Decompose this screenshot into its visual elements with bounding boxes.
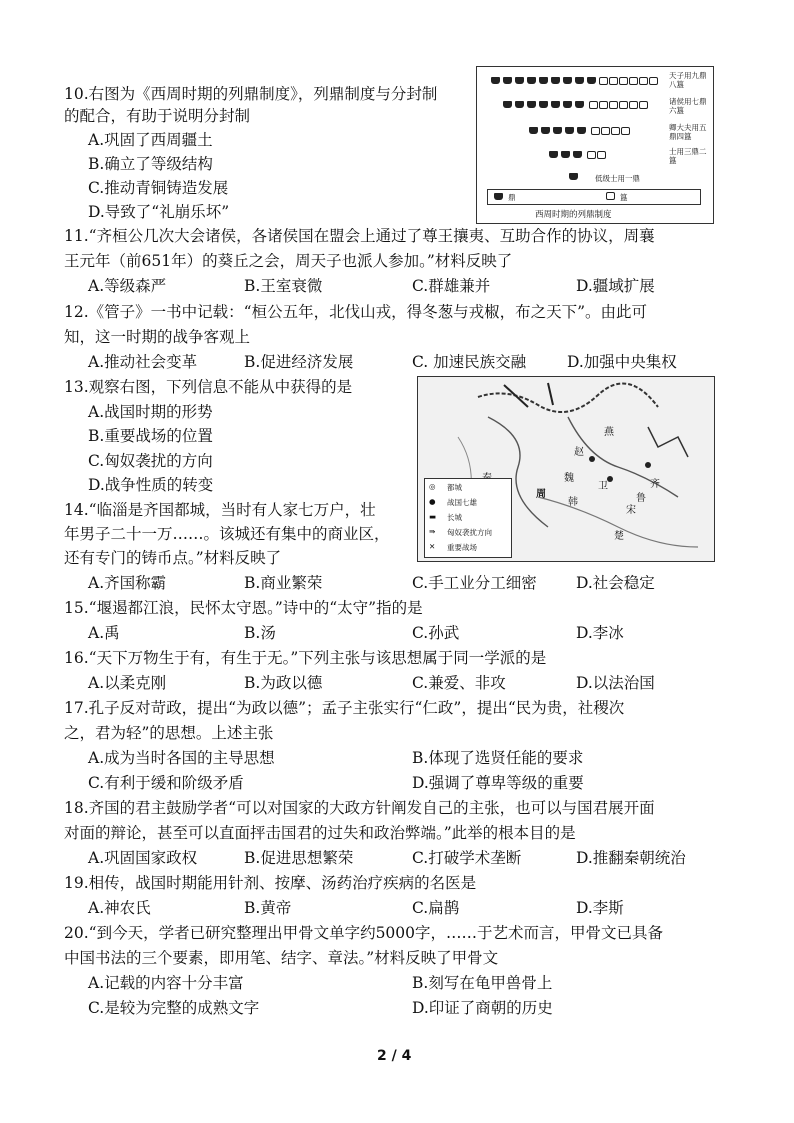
- q14-option-c: C.手工业分工细密: [412, 574, 537, 592]
- map-label-lu: 鲁: [636, 493, 646, 504]
- ding-row-5: [569, 171, 589, 185]
- level-5-label: 低级士用一鼎: [595, 174, 640, 183]
- q10-option-b: B.确立了等级结构: [88, 155, 213, 173]
- q16-option-d: D.以法治国: [576, 674, 655, 692]
- q11-stem-line1: 11.“齐桓公几次大会诸侯，各诸侯国在盟会上通过了尊王攘夷、互助合作的协议，周襄: [64, 227, 655, 245]
- q18-stem-line2: 对面的辩论，甚至可以直面抨击国君的过失和政治弊端。”此举的根本目的是: [64, 824, 576, 842]
- liding-caption: 西周时期的列鼎制度: [535, 210, 612, 220]
- q15-option-a: A.禹: [88, 624, 120, 642]
- q17-option-b: B.体现了选贤任能的要求: [412, 749, 584, 767]
- level-2-label: 诸侯用七鼎六簋: [669, 97, 707, 115]
- q11-option-a: A.等级森严: [88, 277, 167, 295]
- q14-stem-line2: 年男子二十一万……。该城还有集中的商业区，: [64, 525, 390, 543]
- q19-option-b: B.黄帝: [244, 899, 292, 917]
- q19-option-a: A.神农氏: [88, 899, 151, 917]
- q15-option-d: D.李冰: [576, 624, 624, 642]
- q17-stem-line2: 之，君为轻”的思想。上述主张: [64, 724, 274, 742]
- level-1-label: 天子用九鼎八簋: [669, 71, 707, 89]
- page-number: 2 / 4: [377, 1048, 412, 1064]
- map-label-zhao: 赵: [574, 447, 584, 458]
- q10-stem-line1: 10.右图为《西周时期的列鼎制度》，列鼎制度与分封制: [64, 85, 438, 103]
- q11-option-d: D.疆域扩展: [576, 277, 655, 295]
- ding-row-2: [503, 99, 653, 113]
- q18-option-d: D.推翻秦朝统治: [576, 849, 686, 867]
- map-legend: ◎ 都城 ● 战国七雄 ▬ 长城 ⇛ 匈奴袭扰方向 ✕ 重要战场: [424, 478, 512, 558]
- map-label-qi: 齐: [650, 479, 660, 490]
- q16-stem: 16.“天下万物生于有，有生于无。”下列主张与该思想属于同一学派的是: [64, 649, 547, 667]
- map-label-chu: 楚: [614, 531, 624, 542]
- q18-option-c: C.打破学术垄断: [412, 849, 522, 867]
- q12-option-d: D.加强中央集权: [567, 353, 677, 371]
- ding-row-1: [491, 75, 661, 89]
- q12-option-b: B.促进经济发展: [244, 353, 354, 371]
- liding-figure: [476, 66, 714, 224]
- liding-legend: [487, 189, 701, 205]
- q18-option-b: B.促进思想繁荣: [244, 849, 354, 867]
- q20-option-a: A.记载的内容十分丰富: [88, 974, 244, 992]
- map-label-song: 宋: [626, 505, 636, 516]
- q13-stem: 13.观察右图，下列信息不能从中获得的是: [64, 378, 353, 396]
- q14-option-d: D.社会稳定: [576, 574, 655, 592]
- q12-stem-line2: 知，这一时期的战争客观上: [64, 328, 251, 346]
- map-legend-capital: 都城: [447, 483, 462, 492]
- level-3-label: 卿大夫用五鼎四簋: [669, 123, 707, 141]
- ding-row-3: [529, 125, 639, 139]
- q13-option-d: D.战争性质的转变: [88, 476, 214, 494]
- legend-ding-label: 鼎: [508, 193, 516, 202]
- q10-stem-line2: 的配合，有助于说明分封制: [64, 107, 251, 125]
- q14-stem-line1: 14.“临淄是齐国都城，当时有人家七万户，壮: [64, 501, 376, 519]
- ding-legend-icon: [494, 193, 503, 200]
- q19-option-c: C.扁鹊: [412, 899, 460, 917]
- q18-option-a: A.巩固国家政权: [88, 849, 198, 867]
- q16-option-c: C.兼爱、非攻: [412, 674, 506, 692]
- q10-option-c: C.推动青铜铸造发展: [88, 179, 229, 197]
- q14-option-b: B.商业繁荣: [244, 574, 323, 592]
- q13-option-b: B.重要战场的位置: [88, 427, 213, 445]
- map-label-wei2: 卫: [598, 481, 608, 492]
- ding-row-4: [549, 149, 619, 163]
- legend-gui-label: 簋: [620, 193, 628, 202]
- q16-option-b: B.为政以德: [244, 674, 323, 692]
- q17-option-d: D.强调了尊卑等级的重要: [412, 774, 584, 792]
- map-legend-seven: 战国七雄: [447, 498, 477, 507]
- q16-option-a: A.以柔克刚: [88, 674, 167, 692]
- map-label-zhou: 周: [536, 489, 546, 500]
- q15-option-b: B.汤: [244, 624, 276, 642]
- gui-legend-icon: [606, 192, 615, 200]
- q20-option-c: C.是较为完整的成熟文字: [88, 999, 260, 1017]
- warring-states-map: [417, 376, 715, 562]
- map-legend-wall: 长城: [447, 513, 462, 522]
- q15-option-c: C.孙武: [412, 624, 460, 642]
- map-legend-xiongnu: 匈奴袭扰方向: [447, 528, 492, 537]
- q10-option-d: D.导致了“礼崩乐坏”: [88, 203, 230, 221]
- q13-option-a: A.战国时期的形势: [88, 403, 213, 421]
- map-label-han: 韩: [568, 497, 578, 508]
- q12-stem-line1: 12.《管子》一书中记载：“桓公五年，北伐山戎，得冬葱与戎椒，布之天下”。由此可: [64, 303, 648, 321]
- q13-option-c: C.匈奴袭扰的方向: [88, 452, 213, 470]
- q18-stem-line1: 18.齐国的君主鼓励学者“可以对国家的大政方针阐发自己的主张，也可以与国君展开面: [64, 799, 655, 817]
- q12-option-a: A.推动社会变革: [88, 353, 198, 371]
- q10-option-a: A.巩固了西周疆土: [88, 131, 213, 149]
- q15-stem: 15.“堰遏都江浪，民怀太守恩。”诗中的“太守”指的是: [64, 599, 423, 617]
- q19-stem: 19.相传，战国时期能用针剂、按摩、汤药治疗疾病的名医是: [64, 874, 477, 892]
- q11-stem-line2: 王元年（前651年）的葵丘之会，周天子也派人参加。”材料反映了: [64, 252, 513, 270]
- q17-option-c: C.有利于缓和阶级矛盾: [88, 774, 244, 792]
- q20-stem-line1: 20.“到今天，学者已研究整理出甲骨文单字约5000字，……于艺术而言，甲骨文已具备: [64, 924, 664, 942]
- level-4-label: 士用三鼎二簋: [669, 147, 707, 165]
- q20-option-b: B.刻写在龟甲兽骨上: [412, 974, 553, 992]
- q11-option-c: C.群雄兼并: [412, 277, 491, 295]
- q14-option-a: A.齐国称霸: [88, 574, 167, 592]
- q20-stem-line2: 中国书法的三个要素，即用笔、结字、章法。”材料反映了甲骨文: [64, 949, 499, 967]
- q17-option-a: A.成为当时各国的主导思想: [88, 749, 275, 767]
- map-legend-battle: 重要战场: [447, 543, 477, 552]
- map-label-wei: 魏: [564, 473, 574, 484]
- q19-option-d: D.李斯: [576, 899, 624, 917]
- q11-option-b: B.王室衰微: [244, 277, 323, 295]
- map-label-yan: 燕: [604, 427, 614, 438]
- q17-stem-line1: 17.孔子反对苛政，提出“为政以德”；孟子主张实行“仁政”，提出“民为贵，社稷次: [64, 699, 625, 717]
- q20-option-d: D.印证了商朝的历史: [412, 999, 553, 1017]
- q12-option-c: C. 加速民族交融: [412, 353, 527, 371]
- q14-stem-line3: 还有专门的铸币点。”材料反映了: [64, 549, 282, 567]
